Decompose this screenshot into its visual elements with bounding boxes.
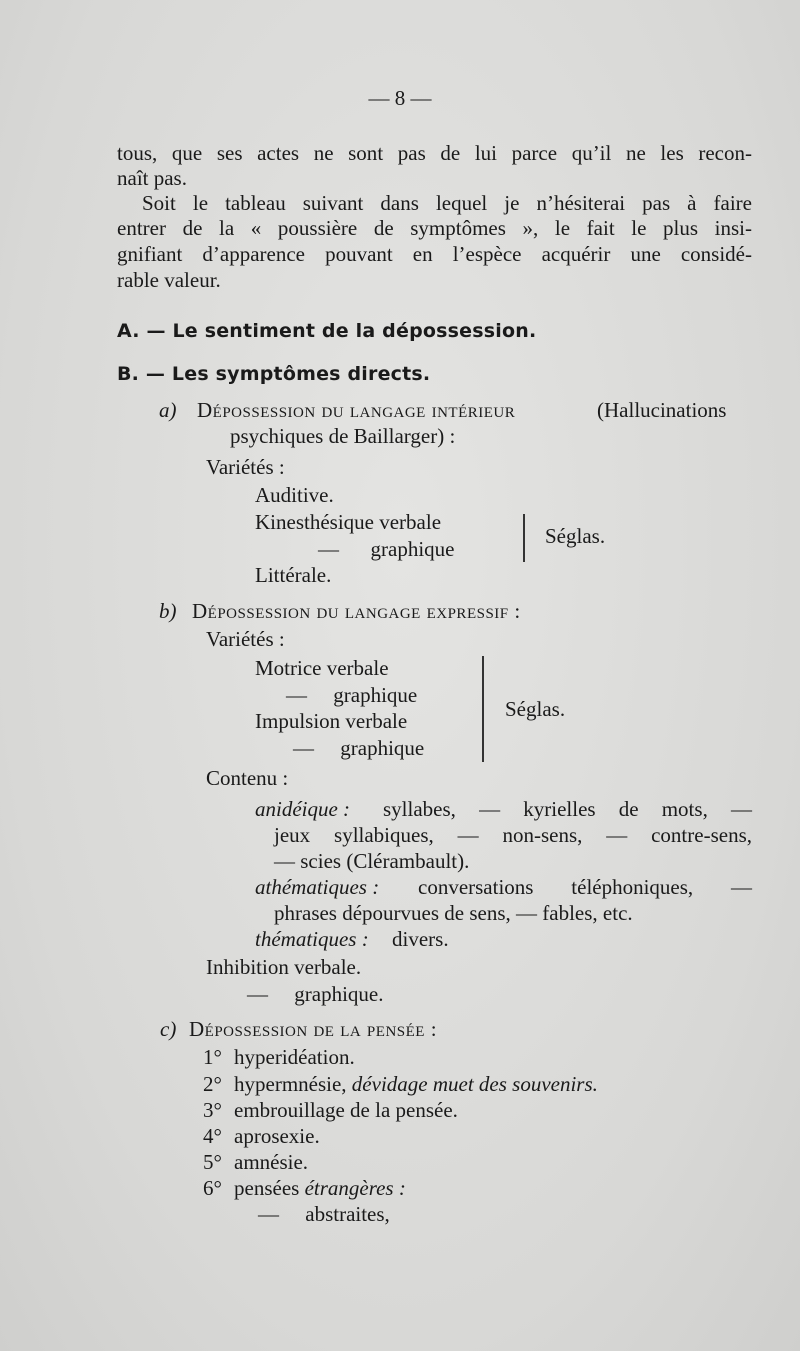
sec-a-seglas: Séglas. [545,524,606,548]
intro-line-2: naît pas. [117,166,187,190]
sec-c-text-4: aprosexie. [234,1124,320,1148]
sec-c-num-2: 2° [203,1072,222,1096]
athematiques-label: athématiques : [255,875,380,899]
sec-b-marker: b) [159,599,177,623]
sec-c-text-5: amnésie. [234,1150,309,1174]
sec-c-text-6-italic: étrangères : [304,1176,406,1200]
inhibition: Inhibition verbale. [206,955,362,979]
thematiques-line-1: divers. [392,927,449,951]
sec-c-text-2-roman: hypermnésie, [234,1072,347,1096]
anideique-line-2: jeux syllabiques, — non-sens, — contre-sens, [274,823,752,847]
sec-c-text-3: embrouillage de la pensée. [234,1098,458,1122]
sec-c-num-6: 6° [203,1176,222,1200]
intro-line-1: tous, que ses actes ne sont pas de lui parce qu’il ne les recon- [117,141,752,165]
sec-c-text-1: hyperidéation. [234,1045,355,1069]
sec-b-contenu: Contenu : [206,766,289,790]
intro-line-3: Soit le tableau suivant dans lequel je n’hésiterai pas à faire [142,191,752,215]
heading-a: A. — Le sentiment de la dépossession. [117,320,537,342]
sec-a-title-line2: psychiques de Baillarger) : [230,424,456,448]
sec-a-title-rest: (Hallucinations [597,398,727,422]
sec-a-item-3: — graphique [318,537,455,561]
anideique-line-1: syllabes, — kyrielles de mots, — [383,797,752,821]
athematiques-line-1: conversations téléphoniques, — [418,875,752,899]
sec-c-title: Dépossession de la pensée : [189,1017,438,1041]
inhibition-2: — graphique. [247,982,384,1006]
sec-b-varietes: Variétés : [206,627,285,651]
sec-c-last: — abstraites, [258,1202,390,1226]
sec-c-num-1: 1° [203,1045,222,1069]
sec-b-seglas: Séglas. [505,697,566,721]
sec-c-text-6 [234,1176,406,1201]
sec-b-item-3: Impulsion verbale [255,709,408,733]
heading-b: B. — Les symptômes directs. [117,363,431,385]
sec-a-varietes: Variétés : [206,455,285,479]
anideique-line-3: — scies (Clérambault). [274,849,470,873]
page-number: — 8 — [368,86,432,110]
sec-b-title: Dépossession du langage expressif : [192,599,521,623]
sec-a-marker: a) [159,398,177,422]
sec-a-title: Dépossession du langage intérieur [197,398,516,422]
sec-c-text-2 [234,1072,598,1097]
sec-b-item-1: Motrice verbale [255,656,389,680]
athematiques-line-2: phrases dépourvues de sens, — fables, etc. [274,901,633,925]
sec-c-num-5: 5° [203,1150,222,1174]
sec-c-num-3: 3° [203,1098,222,1122]
sec-c-num-4: 4° [203,1124,222,1148]
sec-a-item-4: Littérale. [255,563,332,587]
sec-c-text-6-roman: pensées [234,1176,300,1200]
sec-b-item-2: — graphique [286,683,418,707]
brace-a [523,514,525,562]
sec-b-item-4: — graphique [293,736,425,760]
brace-b [482,656,484,762]
intro-line-4: entrer de la « poussière de symptômes », le fait le plus insi- [117,216,752,240]
thematiques-label: thématiques : [255,927,369,951]
sec-a-item-1: Auditive. [255,483,334,507]
sec-c-marker: c) [160,1017,177,1041]
anideique-label: anidéique : [255,797,351,821]
sec-a-item-2: Kinesthésique verbale [255,510,442,534]
intro-line-6: rable valeur. [117,268,221,292]
sec-c-text-2-italic: dévidage muet des souvenirs. [351,1072,598,1096]
intro-line-5: gnifiant d’apparence pouvant en l’espèce acquérir une considé- [117,242,752,266]
